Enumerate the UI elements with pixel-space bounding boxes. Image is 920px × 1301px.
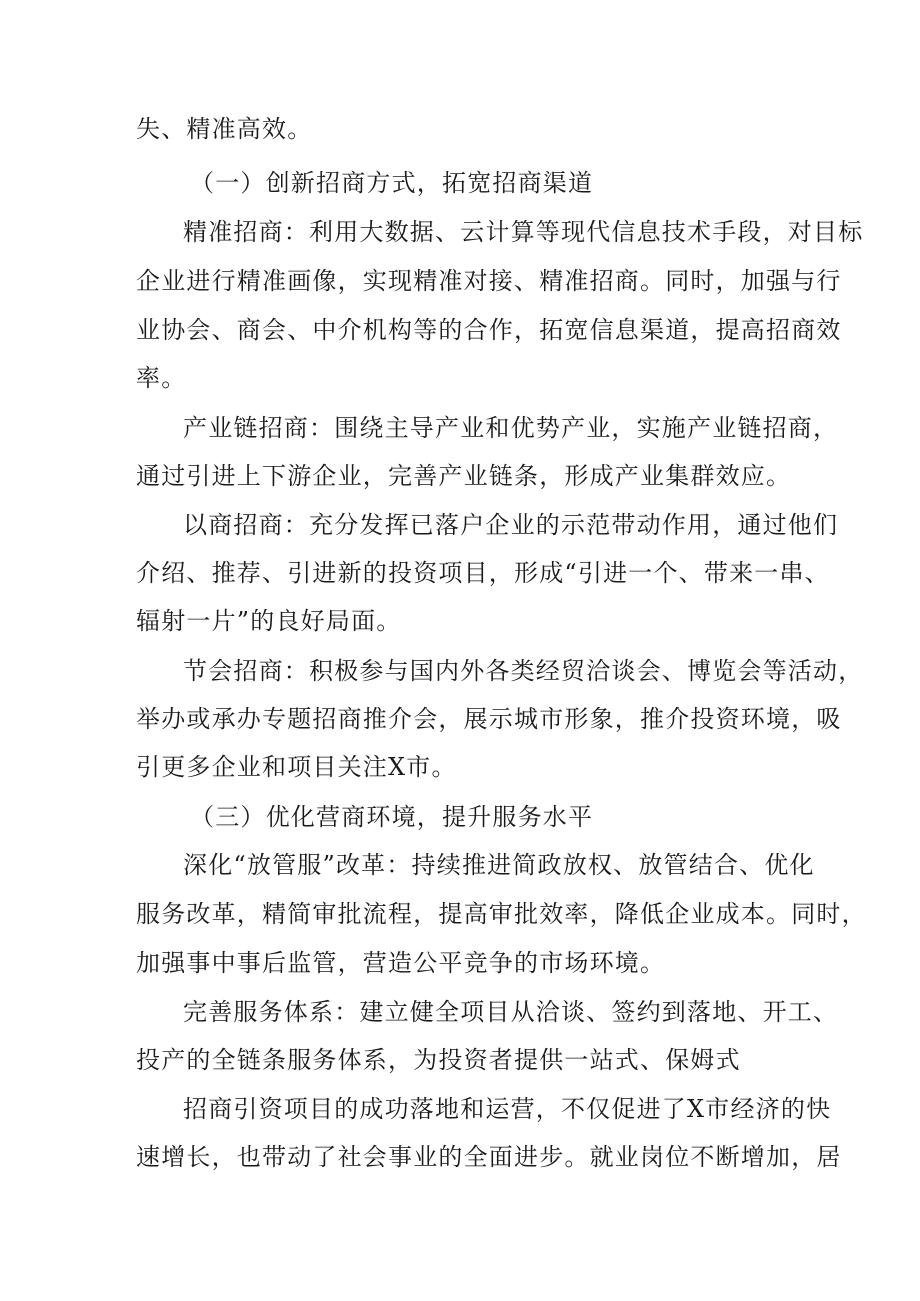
text-line-7: 产业链招商：围绕主导产业和优势产业，实施产业链招商， [183,414,839,442]
text-line-20: 投产的全链条服务体系，为投资者提供一站式、保姆式 [136,1046,741,1074]
text-line-17: 服务改革，精简审批流程，提高审批效率，降低企业成本。同时， [136,900,867,928]
text-line-14: 引更多企业和项目关注X市。 [136,753,457,781]
text-line-3: 精准招商：利用大数据、云计算等现代信息技术手段，对目标 [183,218,864,246]
text-line-16: 深化“放管服”改革：持续推进简政放权、放管结合、优化 [183,851,815,879]
text-line-21: 招商引资项目的成功落地和运营，不仅促进了X市经济的快 [183,1095,832,1123]
section-heading-1: （一）创新招商方式，拓宽招商渠道 [190,169,594,197]
text-line-18: 加强事中事后监管，营造公平竞争的市场环境。 [136,949,666,977]
section-heading-2: （三）优化营商环境，提升服务水平 [190,803,594,831]
text-line-13: 举办或承办专题招商推介会，展示城市形象，推介投资环境，吸 [136,705,842,733]
text-line-10: 介绍、推荐、引进新的投资项目，形成“引进一个、带来一串、 [136,559,830,587]
text-line-4: 企业进行精准画像，实现精准对接、精准招商。同时，加强与行 [136,267,842,295]
text-line-19: 完善服务体系：建立健全项目从洽谈、签约到落地、开工、 [183,998,839,1026]
text-line-6: 率。 [136,364,187,392]
text-line-8: 通过引进上下游企业，完善产业链条，形成产业集群效应。 [136,462,792,490]
text-line-22: 速增长，也带动了社会事业的全面进步。就业岗位不断增加，居 [136,1143,842,1171]
text-line-9: 以商招商：充分发挥已落户企业的示范带动作用，通过他们 [183,511,839,539]
text-line-5: 业协会、商会、中介机构等的合作，拓宽信息渠道，提高招商效 [136,316,842,344]
text-line-1: 失、精准高效。 [136,115,313,143]
text-line-11: 辐射一片”的良好局面。 [136,607,402,635]
text-line-12: 节会招商：积极参与国内外各类经贸洽谈会、博览会等活动， [183,657,864,685]
